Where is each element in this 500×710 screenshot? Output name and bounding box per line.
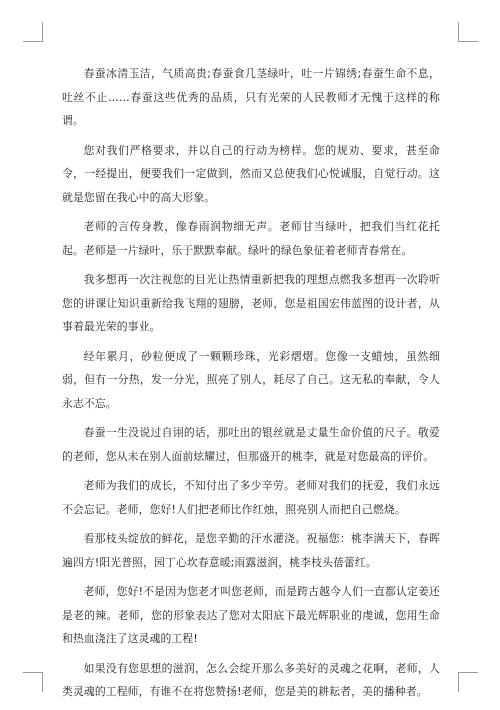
paragraph: 老师为我们的成长，不知付出了多少辛劳。老师对我们的抚爱，我们永远不会忘记。老师，您好!人们把老师比作红烛，照亮别人而把自己燃烧。 [62,479,440,516]
paragraph: 经年累月，砂粒便成了一颗颗珍珠，光彩熠熠。您像一支蜡烛，虽然细弱，但有一分热，发一分光，照亮了别人，耗尽了自己。这无私的奉献，令人永志不忘。 [62,349,440,410]
crop-mark-bottom-left [23,672,43,673]
paragraph: 看那枝头绽放的鲜花，是您辛勤的汗水灌浇。祝福您：桃李满天下，春晖遍四方!阳光普照，园丁心坎春意暖;雨露滋润，桃李枝头蓓蕾红。 [62,532,440,569]
paragraph: 我多想再一次注视您的目光让热情重新把我的理想点燃我多想再一次聆听您的讲课让知识重新给我飞翔的翅膀，老师，您是祖国宏伟蓝图的设计者，从事着最光荣的事业。 [62,273,440,333]
paragraph: 如果没有您思想的滋润，怎么会绽开那么多美好的灵魂之花啊，老师，人类灵魂的工程师，有谁不在将您赞扬!老师，您是美的耕耘者，美的播种者。 [62,661,440,698]
crop-mark-top-left [23,41,43,42]
crop-mark-bottom-right [458,672,478,673]
paragraph: 老师，您好!不是因为您老才叫您老师，而是跨古越今人们一直都认定姜还是老的辣。老师，您的形象表达了您对太阳底下最光辉职业的虔诚，您用生命和热血浇注了这灵魂的工程! [62,585,440,645]
paragraph: 老师的言传身教，像春雨润物细无声。老师甘当绿叶，把我们当红花托起。老师是一片绿叶，乐于默默奉献。绿叶的绿色象征着老师青春常在。 [62,220,440,257]
paragraph: 您对我们严格要求，并以自己的行动为榜样。您的规劝、要求，甚至命令，一经提出，便要我们一定做到，然而又总使我们心悦诚服，自觉行动。这就是您留在我心中的高大形象。 [62,143,440,204]
crop-mark-bottom-right [458,672,459,692]
crop-mark-bottom-left [42,672,43,692]
crop-mark-top-left [42,22,43,42]
paragraph: 春蚕冰清玉洁，气质高贵;春蚕食几茎绿叶，吐一片锦绣;春蚕生命不息，吐丝不止……春蚕这些优秀的品质，只有光荣的人民教师才无愧于这样的称谓。 [62,67,440,127]
crop-mark-top-right [458,41,478,42]
paragraph: 春蚕一生没说过自诩的话，那吐出的银丝就是丈量生命价值的尺子。敬爱的老师，您从未在别人面前炫耀过，但那盛开的桃李，就是对您最高的评价。 [62,426,440,463]
crop-mark-top-right [458,22,459,42]
document-body [62,62,440,710]
